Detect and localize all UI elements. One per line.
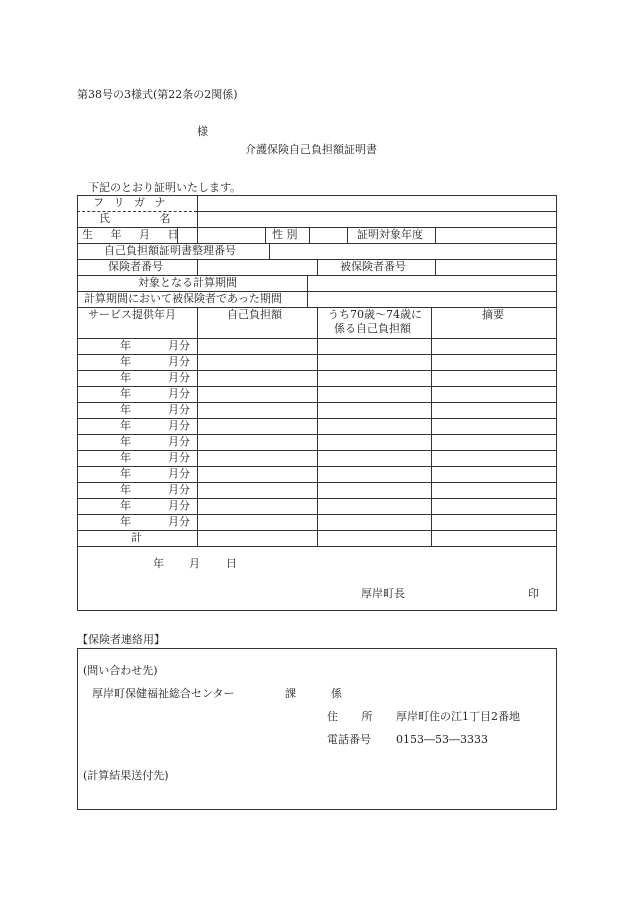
- row-year: 年: [120, 467, 131, 480]
- row-month: 月分: [168, 451, 190, 464]
- inquiry-label: (問い合わせ先): [83, 664, 158, 677]
- row-month: 月分: [168, 515, 190, 528]
- row-month: 月分: [168, 387, 190, 400]
- contact-heading: 【保険者連絡用】: [77, 633, 165, 646]
- col-month-header: サービス提供年月: [88, 308, 176, 321]
- form-number: 第38号の3様式(第22条の2関係): [77, 88, 238, 101]
- row-year: 年: [120, 483, 131, 496]
- gender-label: 性 別: [272, 228, 298, 241]
- row-year: 年: [120, 387, 131, 400]
- row-month: 月分: [168, 435, 190, 448]
- row-year: 年: [120, 499, 131, 512]
- name-label: 氏 名: [99, 212, 171, 225]
- section-label: 課: [285, 687, 296, 700]
- insured-number-label: 被保険者番号: [340, 260, 406, 273]
- row-month: 月分: [168, 339, 190, 352]
- row-month: 月分: [168, 483, 190, 496]
- phone-value: 0153―53―3333: [396, 733, 488, 746]
- row-year: 年: [120, 355, 131, 368]
- date-year: 年: [153, 557, 164, 570]
- insurer-number-label: 保険者番号: [108, 260, 163, 273]
- row-year: 年: [120, 515, 131, 528]
- document-title: 介護保険自己負担額証明書: [245, 143, 377, 156]
- seal-label: 印: [528, 587, 539, 600]
- intro-text: 下記のとおり証明いたします。: [88, 181, 242, 194]
- col-70-header-line2: 係る自己負担額: [334, 322, 411, 335]
- total-label: 計: [131, 531, 142, 544]
- furigana-label: フ リ ガ ナ: [93, 196, 169, 209]
- addressee-suffix: 様: [197, 125, 208, 138]
- row-year: 年: [120, 435, 131, 448]
- date-day: 日: [226, 557, 237, 570]
- birthdate-label: 生 年 月 日: [82, 228, 179, 241]
- row-year: 年: [120, 371, 131, 384]
- cert-number-label: 自己負担額証明書整理番号: [104, 244, 236, 257]
- row-month: 月分: [168, 371, 190, 384]
- row-year: 年: [120, 403, 131, 416]
- calc-period-label: 対象となる計算期間: [138, 276, 237, 289]
- row-month: 月分: [168, 499, 190, 512]
- phone-label: 電話番号: [327, 733, 371, 746]
- row-month: 月分: [168, 467, 190, 480]
- insured-period-label: 計算期間において被保険者であった期間: [84, 292, 282, 305]
- row-year: 年: [120, 339, 131, 352]
- col-70-header-line1: うち70歳～74歳に: [328, 308, 422, 321]
- staff-label: 係: [331, 687, 342, 700]
- send-to-label: (計算結果送付先): [83, 769, 169, 782]
- row-year: 年: [120, 451, 131, 464]
- address-value: 厚岸町住の江1丁目2番地: [396, 710, 520, 723]
- row-month: 月分: [168, 355, 190, 368]
- date-month: 月: [189, 557, 200, 570]
- cert-year-label: 証明対象年度: [357, 228, 423, 241]
- mayor-label: 厚岸町長: [361, 587, 405, 600]
- col-copay-header: 自己負担額: [227, 308, 282, 321]
- center-name: 厚岸町保健福祉総合センター: [92, 687, 235, 700]
- row-year: 年: [120, 419, 131, 432]
- row-month: 月分: [168, 419, 190, 432]
- row-month: 月分: [168, 403, 190, 416]
- col-note-header: 摘要: [482, 308, 504, 321]
- address-label: 住 所: [327, 710, 373, 723]
